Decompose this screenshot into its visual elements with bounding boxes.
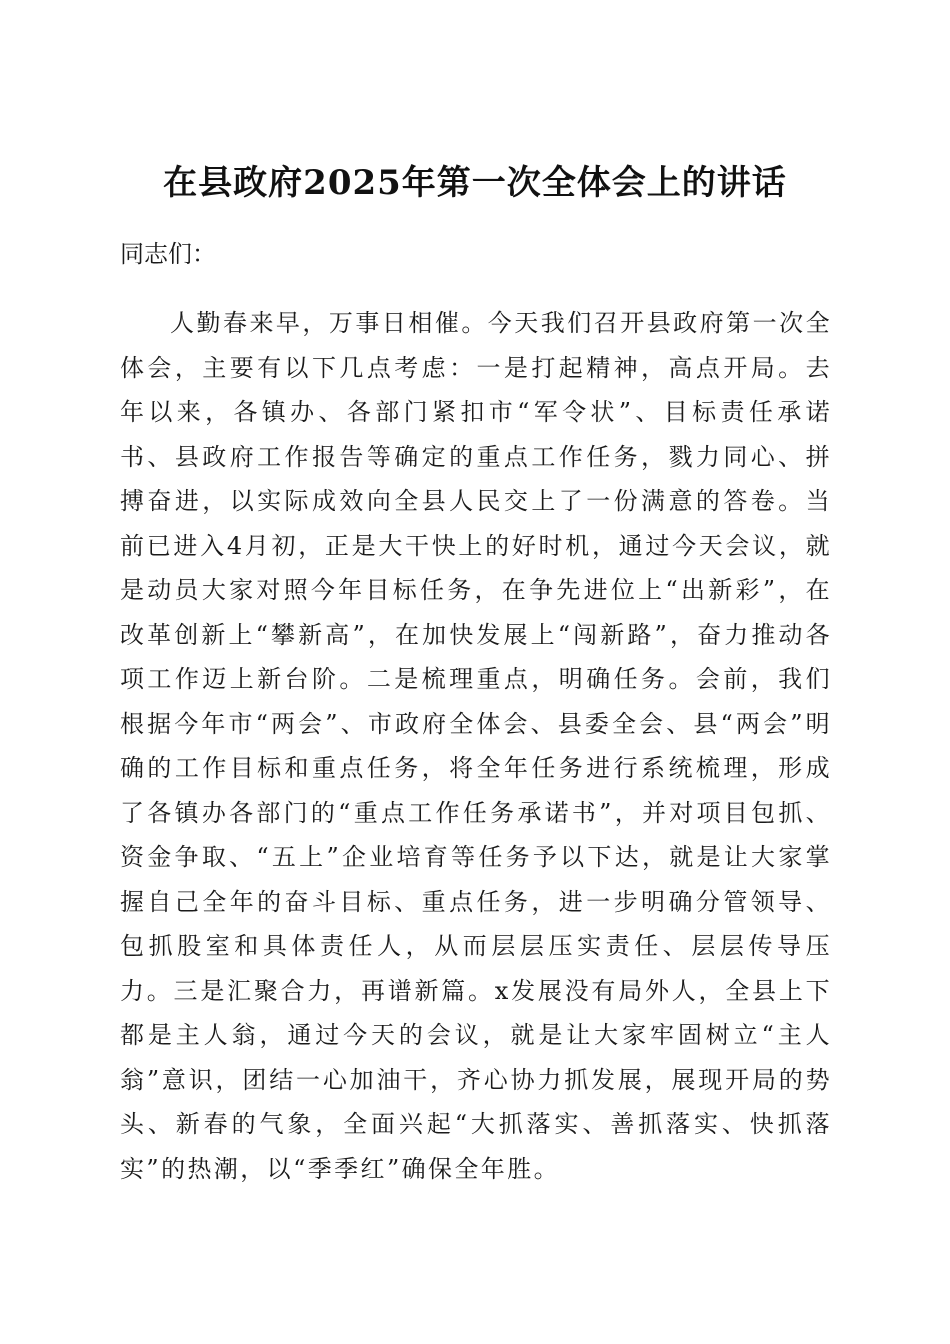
body-paragraph: 人勤春来早，万事日相催。今天我们召开县政府第一次全体会，主要有以下几点考虑：一是打起精神，高点开局。去年以来，各镇办、各部门紧扣市“军令状”、目标责任承诺书、县政府工作报告等确定的重点工作任务，戮力同心、拼搏奋进，以实际成效向全县人民交上了一份满意的答卷。当前已进入4月初，正是大干快上的好时机，通过今天会议，就是动员大家对照今年目标任务，在争先进位上“出新彩”，在改革创新上“攀新高”，在加快发展上“闯新路”，奋力推动各项工作迈上新台阶。二是梳理重点，明确任务。会前，我们根据今年市“两会”、市政府全体会、县委全会、县“两会”明确的工作目标和重点任务，将全年任务进行系统梳理，形成了各镇办各部门的“重点工作任务承诺书”，并对项目包抓、资金争取、“五上”企业培育等任务予以下达，就是让大家掌握自己全年的奋斗目标、重点任务，进一步明确分管领导、包抓股室和具体责任人，从而层层压实责任、层层传导压力。三是汇聚合力，再谱新篇。x发展没有局外人，全县上下都是主人翁，通过今天的会议，就是让大家牢固树立“主人翁”意识，团结一心加油干，齐心协力抓发展，展现开局的势头、新春的气象，全面兴起“大抓落实、善抓落实、快抓落实”的热潮，以“季季红”确保全年胜。	[120, 309, 832, 1183]
document-title: 在县政府2025年第一次全体会上的讲话	[163, 162, 787, 203]
salutation: 同志们：	[120, 240, 216, 268]
